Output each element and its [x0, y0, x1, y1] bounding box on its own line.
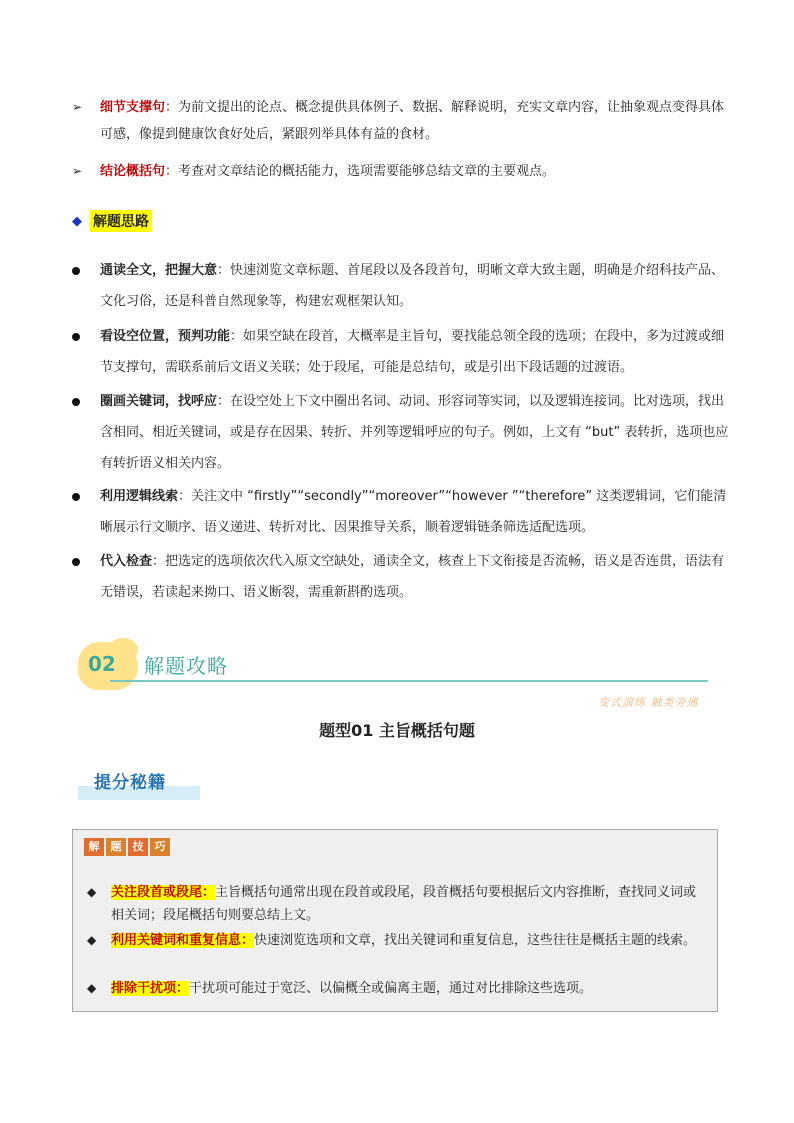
slogan-text: 变式演练 触类旁通 — [598, 696, 699, 709]
chapter-number: 02 — [88, 652, 116, 676]
bullet-item-logic-clues: 利用逻辑线索：关注文中 “firstly”“secondly”“moreover”“however ”“therefore” 这类逻辑词，它们能清晰展示行文顺序、语义递进、转折对比、因果推导关系，顺着逻辑链条筛选适配选项。 — [72, 481, 734, 543]
diamond-bullet-icon: ◆ — [87, 981, 97, 995]
bullet-dot-icon — [72, 558, 80, 566]
tip-item-keywords: ◆ 利用关键词和重复信息：快速浏览选项和文章，找出关键词和重复信息，这些往往是概括主题的线索。 — [87, 929, 709, 952]
conclusion-text: 结论概括句：考查对文章结论的概括能力，选项需要能够总结文章的主要观点。 — [100, 164, 556, 179]
tifen-label: 提分秘籍 — [94, 773, 166, 793]
bullet-item-blank-position: 看设空位置，预判功能：如果空缺在段首，大概率是主旨句，要找能总领全段的选项；在段中，多为过渡或细节支撑句，需联系前后文语义关联；处于段尾，可能是总结句，或是引出下段话题的过渡语。 — [72, 321, 734, 383]
bullet-dot-icon — [72, 267, 80, 275]
tips-tag — [84, 838, 170, 856]
bullet-item-keywords: 圈画关键词，找呼应：在设空处上下文中圈出名词、动词、形容词等实词，以及逻辑连接词。比对选项，找出含相同、相近关键词，或是存在因果、转折、并列等逻辑呼应的句子。例如，上文有 “but” 表转折，选项也应有转折语义相关内容。 — [72, 386, 734, 479]
diamond-bullet-icon: ◆ — [87, 933, 97, 947]
detail-support-item — [72, 94, 732, 148]
chapter-badge — [78, 638, 718, 698]
bullet-dot-icon — [72, 398, 80, 406]
tips-tag-char: 解 — [84, 838, 104, 856]
section-heading — [72, 208, 152, 234]
bullet-dot-icon — [72, 493, 80, 501]
arrow-bullet-icon: ➢ — [72, 100, 83, 114]
bullet-item-read-through: 通读全文，把握大意：快速浏览文章标题、首尾段以及各段首句，明晰文章大致主题，明确是介绍科技产品、文化习俗，还是科普自然现象等，构建宏观框架认知。 — [72, 255, 734, 317]
conclusion-item — [72, 158, 732, 185]
tips-box — [72, 829, 718, 1012]
chapter-underline — [110, 680, 708, 682]
conclusion-keyword: 结论概括句 — [100, 164, 166, 179]
tips-tag-char: 巧 — [150, 838, 170, 856]
bullet-item-substitute-check: 代入检查：把选定的选项依次代入原文空缺处，通读全文，核查上下文衔接是否流畅，语义是否连贯，语法有无错误，若读起来拗口、语义断裂，需重新斟酌选项。 — [72, 546, 734, 608]
tips-tag-char: 技 — [128, 838, 148, 856]
diamond-bullet-icon: ◆ — [87, 885, 97, 899]
chapter-title: 解题攻略 — [144, 654, 228, 678]
question-type-title: 题型01 主旨概括句题 — [319, 721, 475, 740]
detail-support-text: 细节支撑句：为前文提出的论点、概念提供具体例子、数据、解释说明，充实文章内容，让抽象观点变得具体可感，像提到健康饮食好处后，紧跟列举具体有益的食材。 — [100, 100, 725, 142]
bullet-dot-icon — [72, 333, 80, 341]
section-heading-label: 解题思路 — [90, 210, 152, 232]
arrow-bullet-icon: ➢ — [72, 164, 83, 178]
tip-item-first-last: ◆ 关注段首或段尾：主旨概括句通常出现在段首或段尾，段首概括句要根据后文内容推断，查找同义词或相关词；段尾概括句则要总结上文。 — [87, 881, 709, 927]
tifen-heading — [78, 768, 200, 802]
tips-tag-char: 题 — [106, 838, 126, 856]
detail-support-keyword: 细节支撑句 — [100, 100, 166, 115]
diamond-icon: ◆ — [72, 213, 82, 229]
tip-item-distractors: ◆ 排除干扰项：干扰项可能过于宽泛、以偏概全或偏离主题，通过对比排除这些选项。 — [87, 977, 709, 1000]
